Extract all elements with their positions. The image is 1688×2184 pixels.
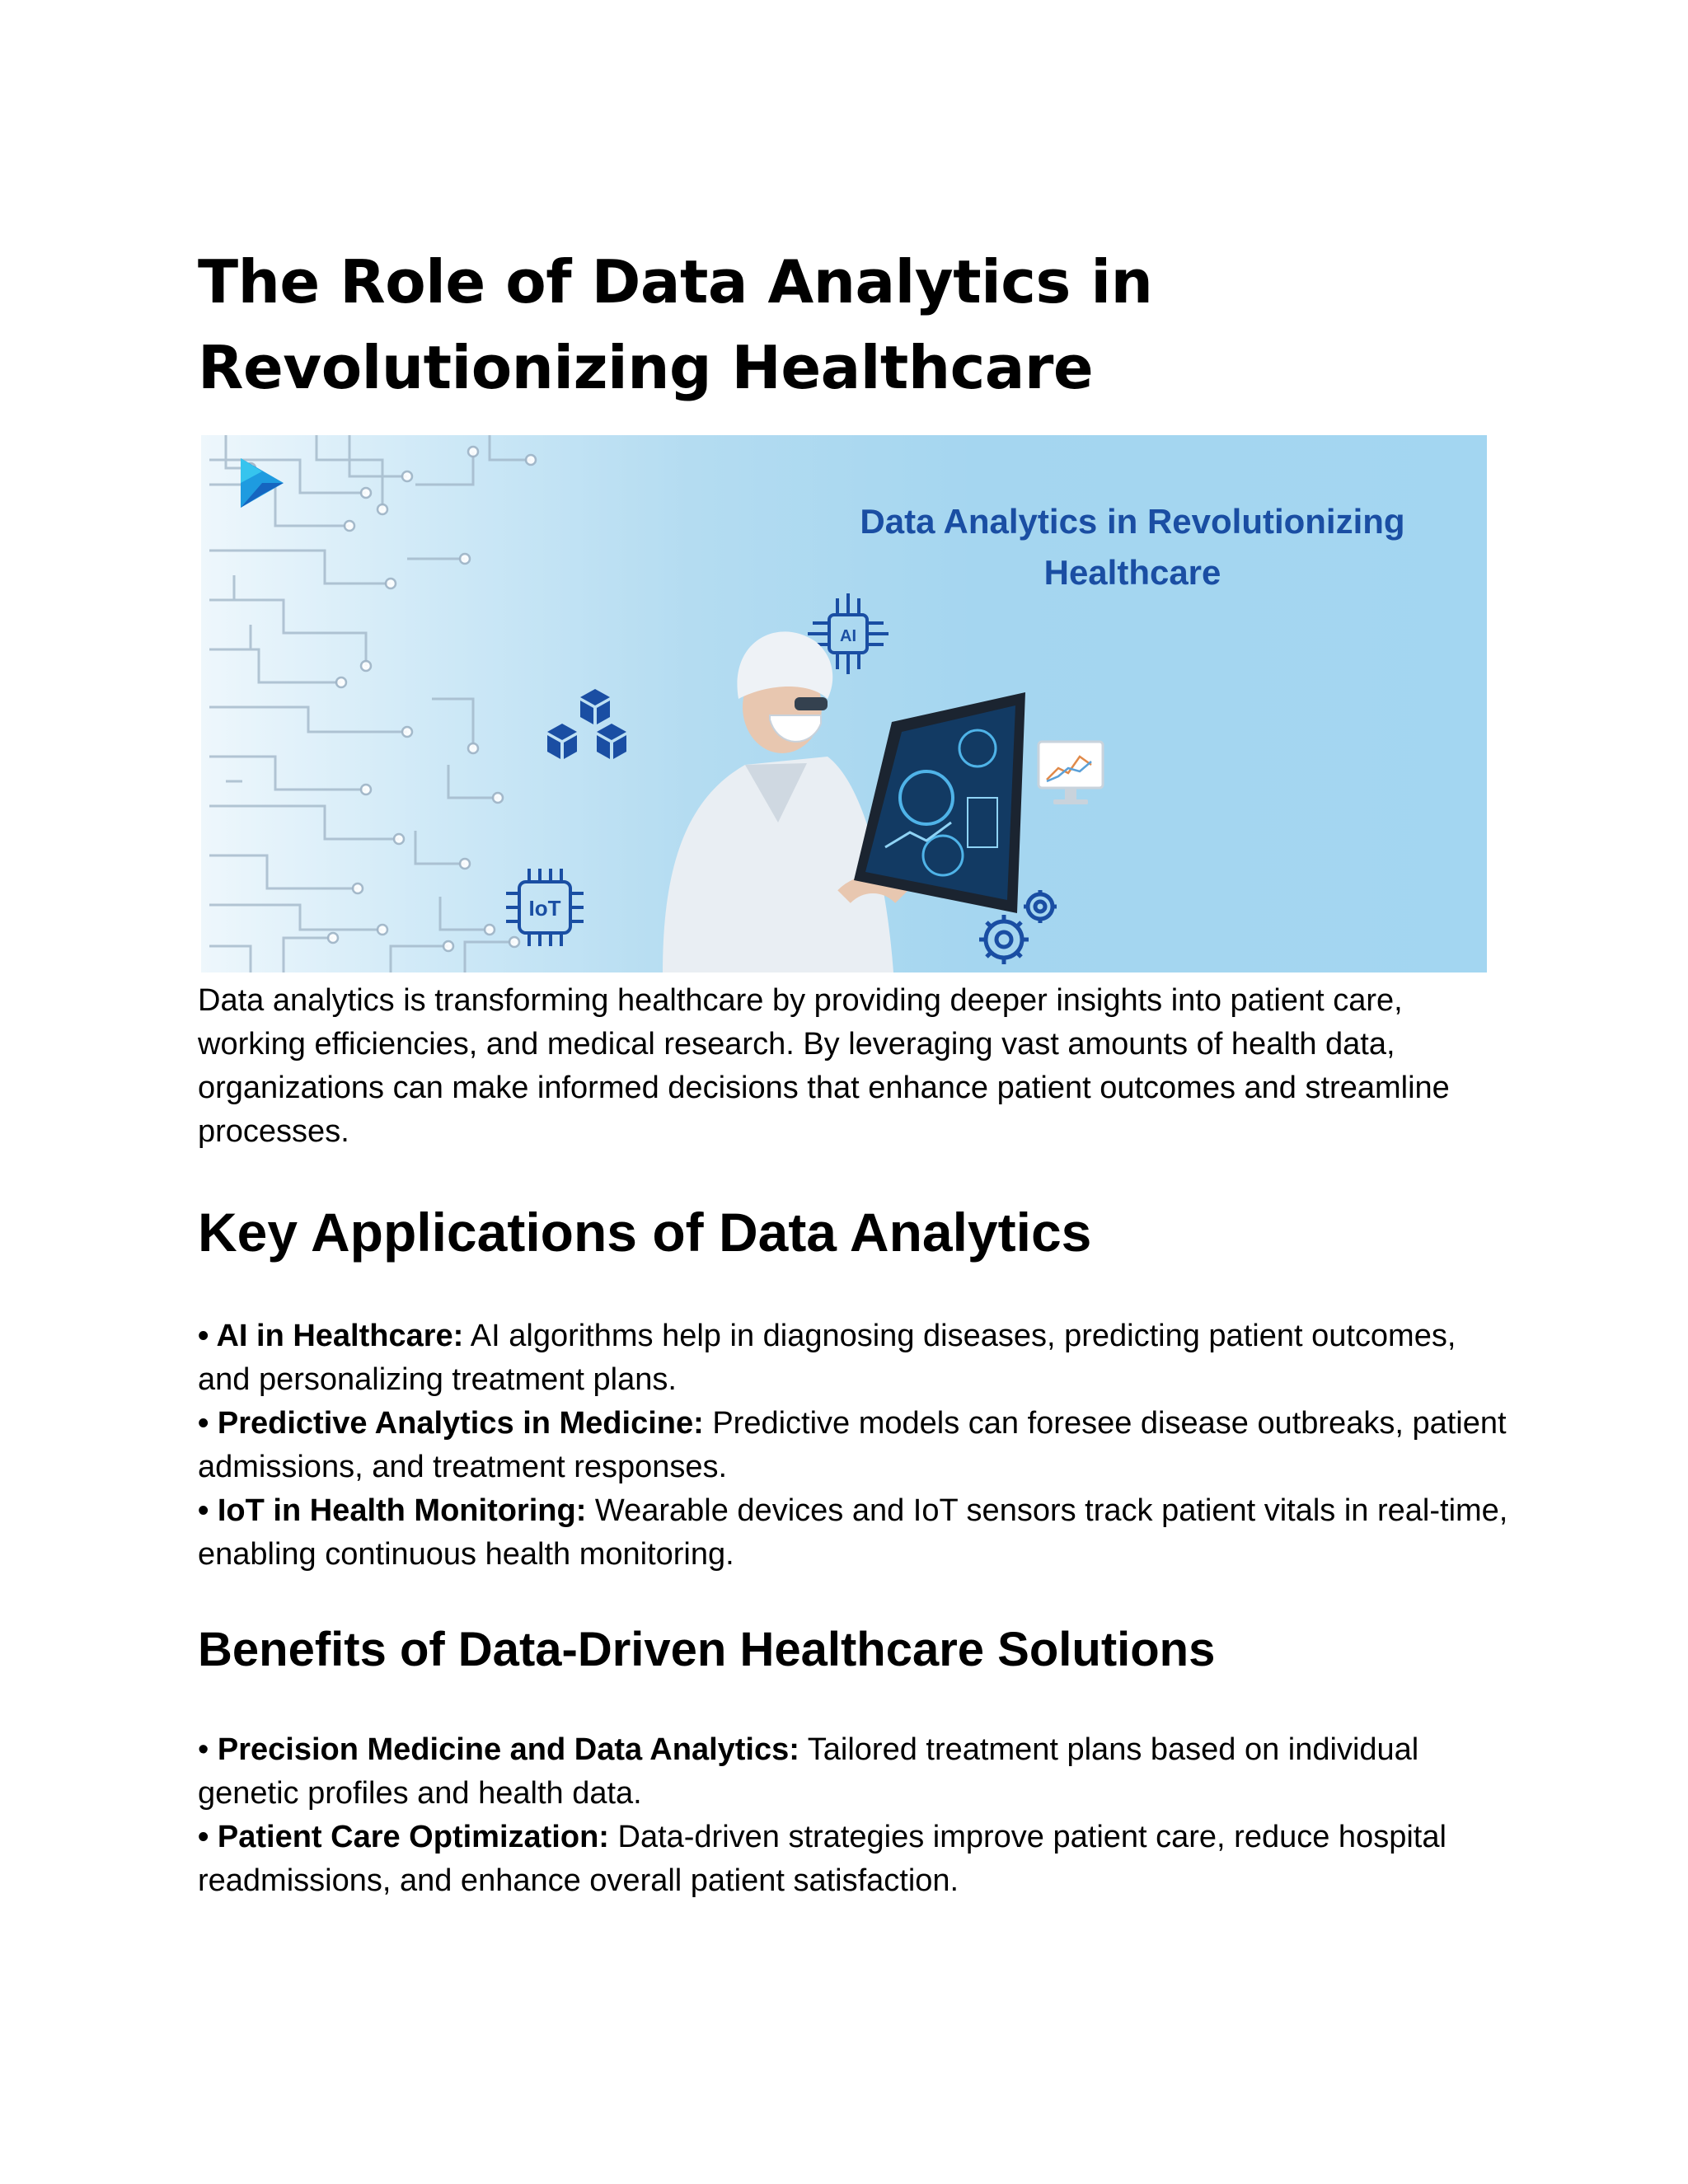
item-label: IoT in Health Monitoring: [217,1493,587,1528]
list-item [198,1728,1517,1816]
item-text: Tailored treatment plans based on individual genetic profiles and health data. [198,1732,1419,1811]
play-logo-icon [241,458,284,508]
doctor-illustration [663,631,902,972]
banner-heading: Data Analytics in Revolutionizing Healthcare [860,502,1405,592]
benefits-list [198,1728,1517,1903]
bullet: • [198,1319,217,1353]
list-item [198,1816,1517,1903]
section-heading-benefits: Benefits of Data-Driven Healthcare Solutions [198,1623,1216,1676]
circuit-pattern [209,435,531,972]
item-text: Wearable devices and IoT sensors track patient vitals in real-time, enabling continuous health monitoring. [198,1493,1508,1572]
list-item [198,1489,1517,1577]
list-item [198,1315,1517,1402]
applications-list [198,1315,1517,1577]
bullet: • [198,1493,218,1528]
page-title: The Role of Data Analytics in Revolutionizing Healthcare [198,247,1153,402]
item-label: Precision Medicine and Data Analytics: [217,1732,799,1767]
hero-banner-image [201,435,1487,972]
bullet: • [198,1732,218,1767]
item-label: Patient Care Optimization: [217,1820,609,1854]
item-text: Predictive models can foresee disease outbreaks, patient admissions, and treatment responses. [198,1406,1507,1484]
bullet: • [198,1406,218,1441]
ai-chip-label: AI [840,627,856,645]
tablet-illustration [854,692,1025,913]
item-label: AI in Healthcare: [216,1319,464,1353]
item-label: Predictive Analytics in Medicine: [217,1406,704,1441]
section-heading-applications: Key Applications of Data Analytics [198,1202,1092,1263]
list-item [198,1402,1517,1489]
intro-paragraph: Data analytics is transforming healthcare by providing deeper insights into patient care, working efficiencies, and medical research. By leveraging vast amounts of health data, organizations can make informed decisions that enhance patient outcomes and streamline processes. [198,983,1450,1149]
item-text: Data-driven strategies improve patient care, reduce hospital readmissions, and enhance overall patient satisfaction. [198,1820,1447,1898]
iot-chip-label: IoT [528,896,561,921]
monitor-chart-icon [1039,742,1103,804]
blocks-icon [547,689,626,759]
bullet: • [198,1820,218,1854]
item-text: AI algorithms help in diagnosing diseases, predicting patient outcomes, and personalizing treatment plans. [198,1319,1456,1397]
